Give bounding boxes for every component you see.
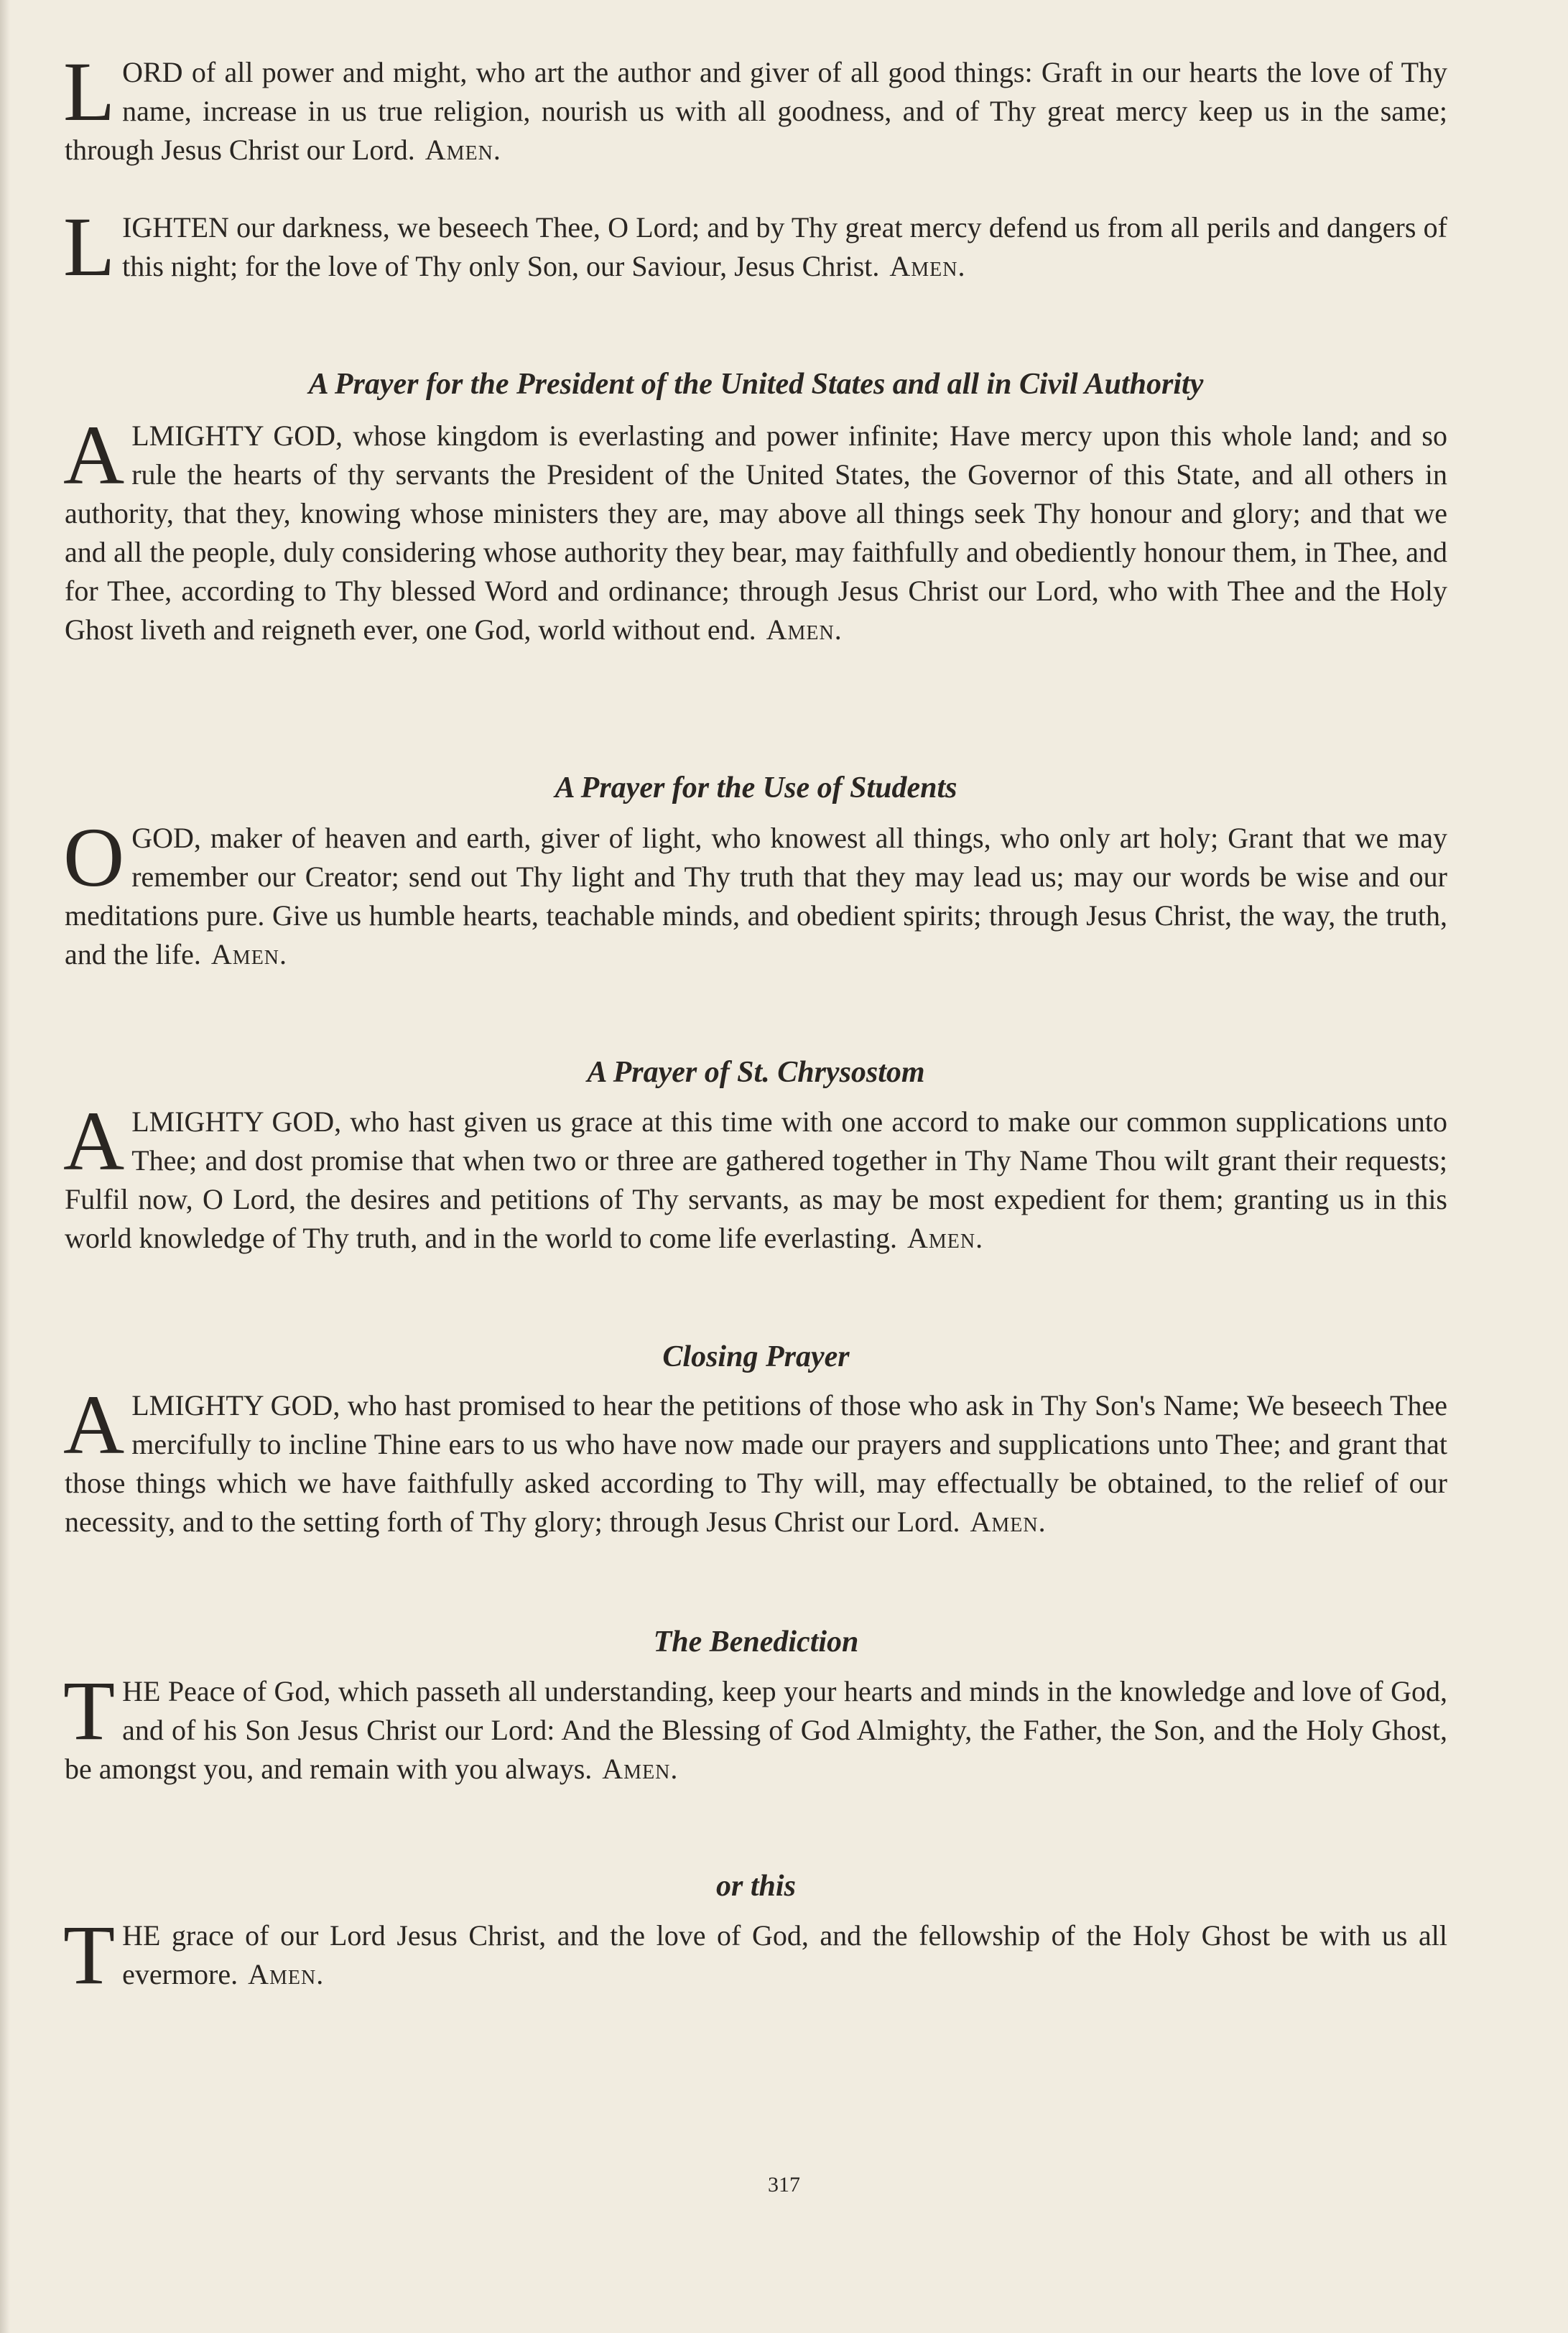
prayer-block-2: [63, 200, 1447, 294]
drop-cap-initial: L: [63, 200, 116, 294]
prayer-paragraph: [63, 1094, 1447, 1258]
prayer-text: HE grace of our Lord Jesus Christ, and the love of God, and the fellowship of the Holy Ghost be with us all evermore.: [122, 1919, 1447, 1990]
prayer-paragraph: [63, 1378, 1447, 1541]
prayer-text: ORD of all power and might, who art the author and giver of all good things: Graft in our hearts the love of Thy name, increase in us true religion, nourish us with all goodness, and of Thy great mercy keep us in the same; through Jesus Christ our Lord.: [65, 56, 1447, 166]
section-heading: A Prayer of St. Chrysostom: [587, 1056, 925, 1089]
amen-text: Amen.: [248, 1958, 325, 1990]
section-heading: Closing Prayer: [662, 1340, 850, 1373]
section-heading: The Benediction: [653, 1625, 859, 1659]
prayer-paragraph: [63, 200, 1447, 294]
amen-text: Amen.: [602, 1753, 679, 1785]
amen-text: Amen.: [766, 613, 843, 646]
prayer-paragraph: [63, 810, 1447, 974]
prayer-block-6: [63, 1378, 1447, 1541]
section-heading: or this: [716, 1870, 796, 1903]
prayer-text: LMIGHTY GOD, whose kingdom is everlasting and power infinite; Have mercy upon this whole land; and so rule the hearts of thy servants the President of the United States, the Governor of this State, and all others in authority, that they, knowing whose ministers they are, may above all things seek Thy honour and glory; and that we and all the people, duly considering whose authority they bear, may faithfully and obediently honour them, in Thee, and for Thee, according to Thy blessed Word and ordinance; through Jesus Christ our Lord, who with Thee and the Holy Ghost liveth and reigneth ever, one God, world without end.: [65, 419, 1447, 646]
amen-text: Amen.: [889, 250, 966, 282]
prayer-text: IGHTEN our darkness, we beseech Thee, O Lord; and by Thy great mercy defend us from all perils and dangers of this night; for the love of Thy only Son, our Saviour, Jesus Christ.: [122, 211, 1447, 282]
prayer-block-8: [63, 1908, 1447, 2002]
amen-text: Amen.: [970, 1506, 1047, 1538]
drop-cap-initial: A: [63, 1094, 125, 1188]
drop-cap-initial: O: [63, 810, 125, 904]
prayer-paragraph: [63, 1908, 1447, 2002]
prayer-block-4: [63, 810, 1447, 974]
drop-cap-initial: A: [63, 1378, 125, 1472]
prayer-text: LMIGHTY GOD, who hast promised to hear the petitions of those who ask in Thy Son's Name; We beseech Thee mercifully to incline Thine ears to us who have now made our prayers and supplications unto Thee; and grant that those things which we have faithfully asked according to Thy will, may effectually be obtained, to the relief of our necessity, and to the setting forth of Thy glory; through Jesus Christ our Lord.: [65, 1389, 1447, 1538]
amen-text: Amen.: [210, 938, 288, 970]
prayer-block-7: [63, 1664, 1447, 1789]
page-number: 317: [768, 2173, 800, 2197]
drop-cap-initial: T: [63, 1664, 116, 1758]
binding-edge-shadow: [0, 0, 10, 2333]
prayer-paragraph: [63, 408, 1447, 649]
prayer-paragraph: [63, 45, 1447, 170]
prayer-text: LMIGHTY GOD, who hast given us grace at this time with one accord to make our common supplications unto Thee; and dost promise that when two or three are gathered together in Thy Name Thou wilt grant their requests; Fulfil now, O Lord, the desires and petitions of Thy servants, as may be most expedient for them; granting us in this world knowledge of Thy truth, and in the world to come life everlasting.: [65, 1105, 1447, 1254]
prayer-paragraph: [63, 1664, 1447, 1789]
prayer-text: HE Peace of God, which passeth all understanding, keep your hearts and minds in the knowledge and love of God, and of his Son Jesus Christ our Lord: And the Blessing of God Almighty, the Father, the Son, and the Holy Ghost, be amongst you, and remain with you always.: [65, 1675, 1447, 1785]
prayer-block-5: [63, 1094, 1447, 1258]
prayer-block-3: [63, 408, 1447, 649]
drop-cap-initial: T: [63, 1908, 116, 2002]
section-heading: A Prayer for the Use of Students: [555, 771, 957, 804]
amen-text: Amen.: [906, 1222, 984, 1254]
amen-text: Amen.: [425, 134, 501, 166]
prayer-text: GOD, maker of heaven and earth, giver of light, who knowest all things, who only art holy; Grant that we may remember our Creator; send out Thy light and Thy truth that they may lead us; may our words be wise and our meditations pure. Give us humble hearts, teachable minds, and obedient spirits; through Jesus Christ, the way, the truth, and the life.: [65, 822, 1447, 970]
drop-cap-initial: L: [63, 45, 116, 139]
drop-cap-initial: A: [63, 408, 125, 502]
section-heading: A Prayer for the President of the United States and all in Civil Authority: [308, 368, 1204, 401]
prayer-block-1: [63, 45, 1447, 170]
